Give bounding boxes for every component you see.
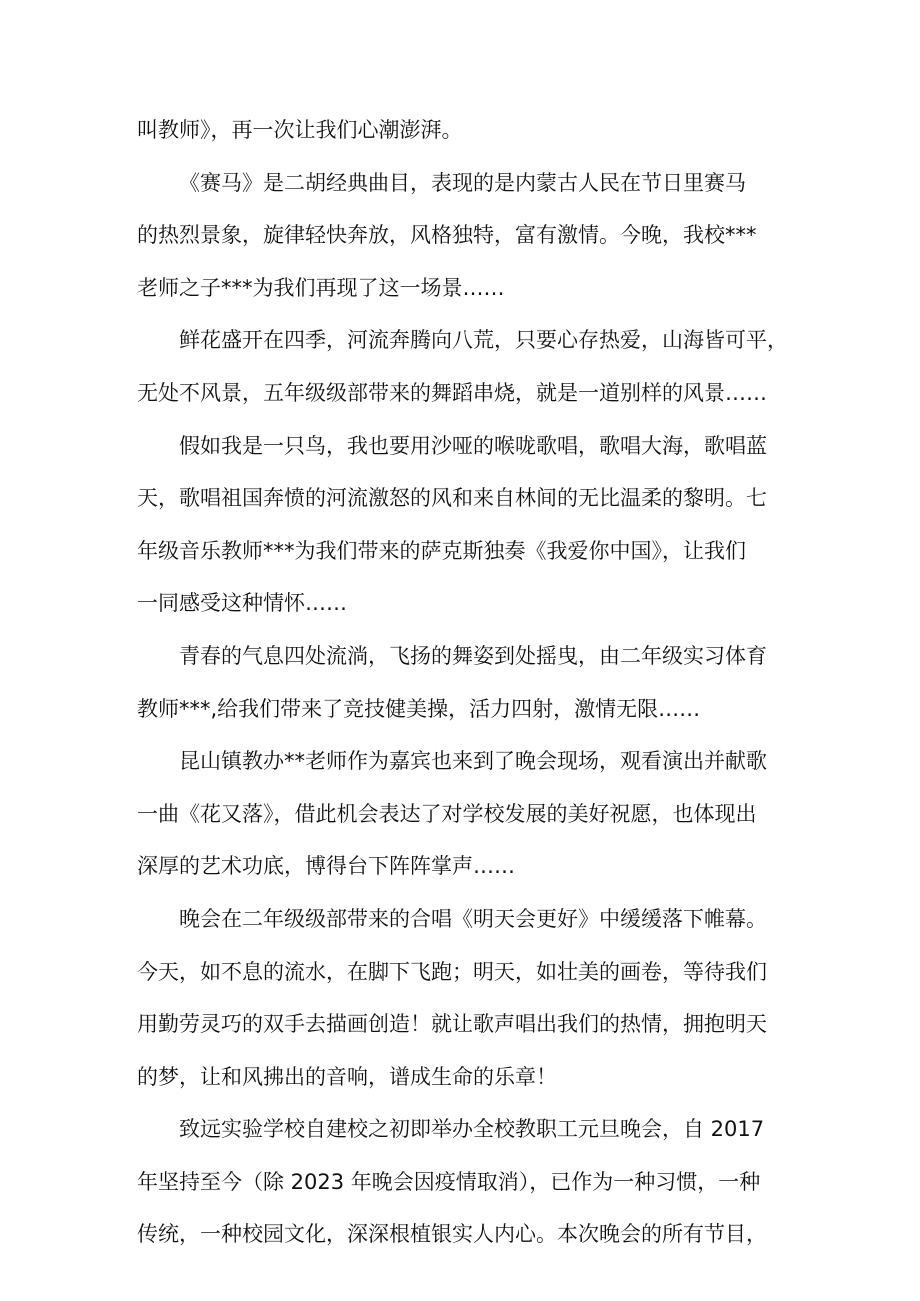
text-line: 的热烈景象，旋律轻快奔放，风格独特，富有激情。今晚，我校*** [137, 223, 757, 248]
text-line: 深厚的艺术功底，博得台下阵阵掌声…… [137, 854, 515, 879]
text-line: 一曲《花又落》，借此机会表达了对学校发展的美好祝愿，也体现出 [137, 801, 757, 826]
text-line: 青春的气息四处流淌，飞扬的舞姿到处摇曳，由二年级实习体育 [179, 643, 767, 668]
text-line: 教师***,给我们带来了竞技健美操，活力四射，激情无限…… [137, 696, 701, 721]
text-line: 用勤劳灵巧的双手去描画创造！就让歌声唱出我们的热情，拥抱明天 [137, 1012, 767, 1037]
paragraph-7 [137, 893, 797, 1103]
paragraph-8 [137, 1103, 797, 1261]
paragraph-5 [137, 630, 797, 735]
text-line: 年级音乐教师***为我们带来的萨克斯独奏《我爱你中国》，让我们 [137, 538, 746, 563]
article-body [137, 104, 797, 1261]
text-line: 致远实验学校自建校之初即举办全校教职工元旦晚会，自 2017 [179, 1117, 765, 1142]
text-line: 假如我是一只鸟，我也要用沙哑的喉咙歌唱，歌唱大海，歌唱蓝 [179, 433, 767, 458]
paragraph-6 [137, 735, 797, 893]
text-line: 《赛马》是二胡经典曲目，表现的是内蒙古人民在节日里赛马 [179, 170, 746, 195]
text-line: 传统，一种校园文化，深深根植银实人内心。本次晚会的所有节目， [137, 1222, 767, 1247]
text-line: 晚会在二年级级部带来的合唱《明天会更好》中缓缓落下帷幕。 [179, 906, 767, 931]
text-line: 老师之子***为我们再现了这一场景…… [137, 275, 505, 300]
text-line: 昆山镇教办**老师作为嘉宾也来到了晚会现场，观看演出并献歌 [179, 749, 767, 774]
text-line: 无处不风景，五年级级部带来的舞蹈串烧，就是一道别样的风景…… [137, 380, 767, 405]
text-line: 叫教师》，再一次让我们心潮澎湃。 [137, 118, 463, 142]
text-line: 天，歌唱祖国奔愤的河流激怒的风和来自林间的无比温柔的黎明。七 [137, 486, 767, 511]
text-line: 的梦，让和风拂出的音响，谱成生命的乐章！ [137, 1064, 557, 1089]
paragraph-1 [137, 104, 797, 157]
paragraph-3 [137, 314, 797, 419]
text-line: 一同感受这种情怀…… [137, 591, 347, 616]
text-line: 年坚持至今（除 2023 年晚会因疫情取消），已作为一种习惯，一种 [137, 1169, 761, 1194]
text-line: 今天，如不息的流水，在脚下飞跑；明天，如壮美的画卷，等待我们 [137, 959, 767, 984]
paragraph-4 [137, 420, 797, 630]
text-line: 鲜花盛开在四季，河流奔腾向八荒，只要心存热爱，山海皆可平， [179, 328, 788, 353]
paragraph-2 [137, 157, 797, 315]
